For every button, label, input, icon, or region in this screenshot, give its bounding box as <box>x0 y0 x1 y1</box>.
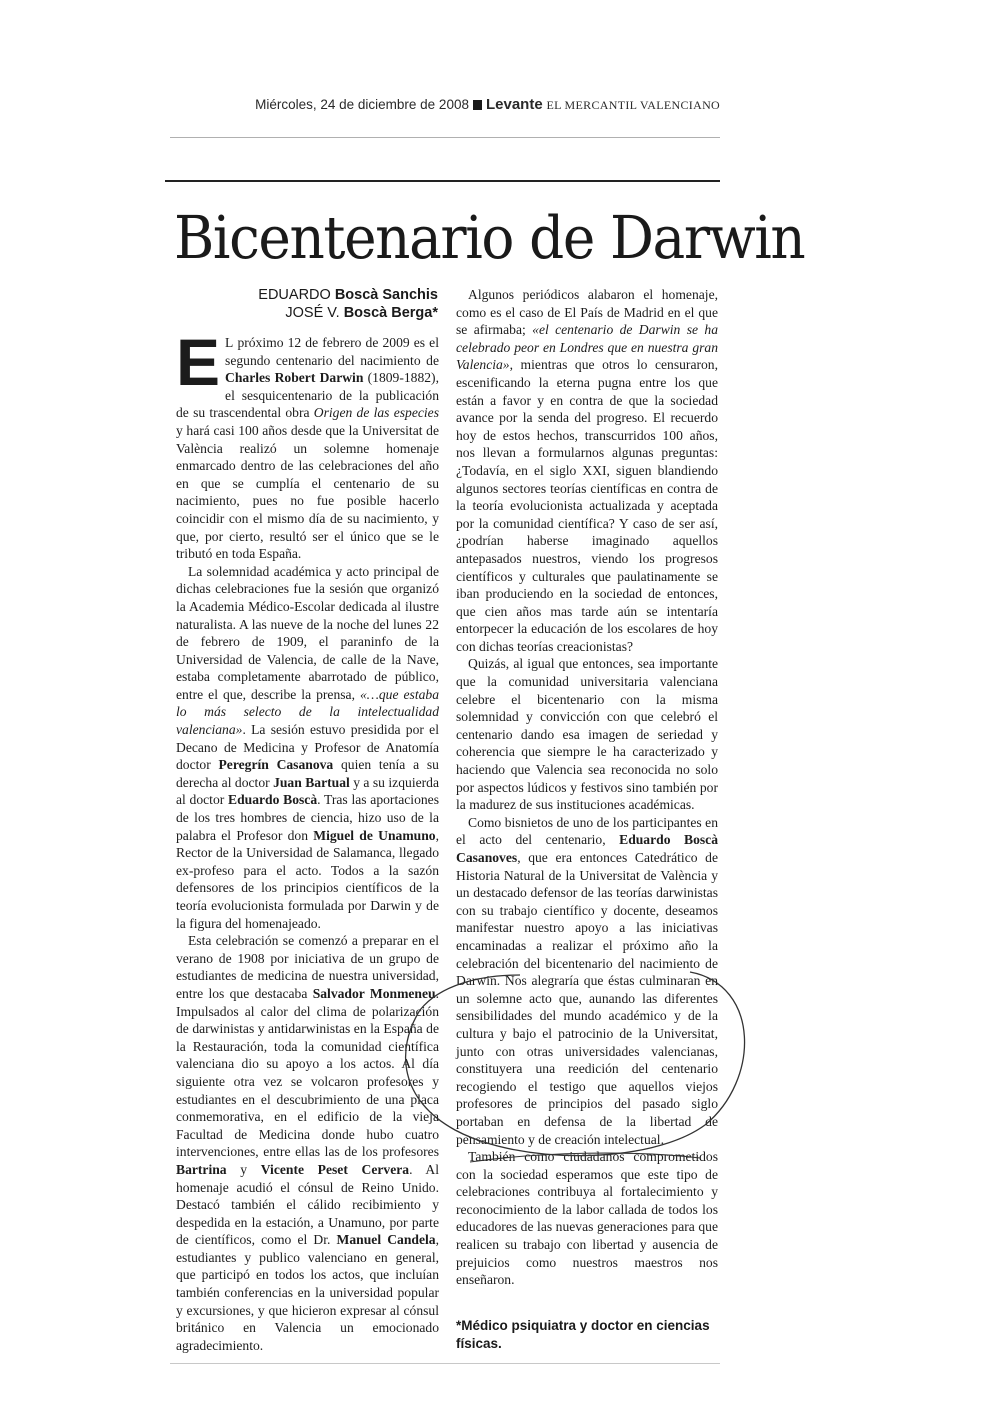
paragraph: Esta celebración se comenzó a preparar en el verano de 1908 por iniciativa de un grupo de estudiantes de medicina de nuestra universidad, entre los que destacaba Salvador Monmeneu. Impulsados al calor del clima de polarización de darwinistas y antidarwinistas en la España de la Restauración, toda la comunidad científica valenciana dio su apoyo a los actos. Al día siguiente otra vez se volcaron profesores y estudiantes en el descubrimiento de una placa conmemorativa, en el edificio de la vieja Facultad de Medicina donde hubo cuatro intervenciones, entre ellas las de los profesores Bartrina y Vicente Peset Cervera. Al homenaje acudió el cónsul de Reino Unido. Destacó también el cálido recibimiento y despedida en la estación, a Unamuno, por parte de científicos, como el Dr. Manuel Candela, estudiantes y publico valenciano en general, que participó en todos los actos, que incluían también conferencias en la universidad popular y excursiones, y que hicieron expresar al cónsul británico en Valencia un emocionado agradecimiento. <box>176 933 440 1353</box>
article-top-rule <box>165 180 720 182</box>
square-bullet-icon <box>473 100 482 110</box>
drop-cap: E <box>176 325 221 399</box>
masthead-date: Miércoles, 24 de diciembre de 2008 <box>255 97 469 112</box>
author-footnote: *Médico psiquiatra y doctor en ciencias físicas. <box>456 1318 710 1351</box>
headline: Bicentenario de Darwin <box>174 203 805 272</box>
masthead-brand: Levante <box>485 96 543 113</box>
bottom-divider <box>170 1363 720 1364</box>
paragraph: Quizás, al igual que entonces, sea importante que la comunidad universitaria valenciana celebre el bicentenario con la misma solemnidad y convicción con que celebró el centenario dando esa imagen de seriedad y coherencia que siempre le ha caracterizado y haciendo que Valencia sea reconocida no solo por aspectos lúdicos y festivos sino también por la madurez de sus instituciones académicas. <box>456 656 718 813</box>
article-column-right <box>456 286 718 1289</box>
paragraph: Como bisnietos de uno de los participantes en el acto del centenario, Eduardo Boscà Casanoves, que era entonces Catedrático de Historia Natural de la Universitat de València y un destacado defensor de las teorías darwinistas con su trabajo científico y docente, deseamos manifestar nuestro apoyo a las iniciativas encaminadas a realizar el próximo año la celebración del bicentenario del nacimiento de Darwin. Nos alegraría que éstas culminaran en un solemne acto que, aunando las diferentes sensibilidades del mundo académico y de la cultura y bajo el patrocinio de la Universitat, junto con otras universidades valencianas, constituyera una reedición del centenario recogiendo el testigo que aquellos viejos profesores de principios del pasado siglo portaban en defensa de la libertad de pensamiento y de creación intelectual. <box>456 814 718 1147</box>
paragraph: E L próximo 12 de febrero de 2009 es el segundo centenario del nacimiento de Charles Robert Darwin (1809-1882), el sesquicentenario de la publicación de su trascendental obra Origen de las especies y hará casi 100 años desde que la Universitat de València realizó un solemne homenaje enmarcado dentro de las celebraciones del año en que se cumplía el centenario de su nacimiento, pues no fue posible hacerlo coincidir con el mismo día de su nacimiento, y que, por cierto, resultó ser el único que se le tributó en toda España. <box>176 325 439 562</box>
article-column-left <box>176 325 440 1354</box>
masthead-publication: EL MERCANTIL VALENCIANO <box>546 98 720 112</box>
paragraph: Algunos periódicos alabaron el homenaje, como es el caso de El País de Madrid en el que se afirmaba; «el centenario de Darwin se ha celebrado peor en Londres que en nuestra gran Valencia», mientras que otros lo censuraron, escenificando la eterna pugna entre los que están a favor y en contra de que la sociedad avance por la senda del progreso. El recuerdo hoy de estos hechos, transcurridos 100 años, nos llevan a formularnos algunas preguntas: ¿Todavía, en el siglo XXI, siguen blandiendo algunos sectores teorías científicas en contra de la teoría evolucionista actualizada y aceptada por la comunidad científica? Y caso de ser así, ¿podrían haberse imaginado aquellos antepasados nuestros, viendo los progresos científicos y culturales que paulatinamente se iban produciendo en la sociedad de entonces, que cien años mas tarde aún se intentaría entorpecer la educación de los escolares de hoy con dichas teorías creacionistas? <box>456 287 718 654</box>
header-divider <box>170 137 720 138</box>
author-2: JOSÉ V. Boscà Berga* <box>285 305 438 321</box>
author-1: EDUARDO Boscà Sanchis <box>258 287 438 303</box>
paragraph: La solemnidad académica y acto principal de dichas celebraciones fue la sesión que organizó la Academia Médico-Escolar dedicada al ilustre naturalista. A las nueve de la noche del lunes 22 de febrero de 1909, el paraninfo de la Universidad de Valencia, de calle de la Nave, estaba completamente abarrotado de público, entre el que, describe la prensa, «…que estaba lo más selecto de la intelectualidad valenciana». La sesión estuvo presidida por el Decano de Medicina y Profesor de Anatomía doctor Peregrín Casanova quien tenía a su derecha al doctor Juan Bartual y a su izquierda al doctor Eduardo Boscà. Tras las aportaciones de los tres hombres de ciencia, hizo uso de la palabra el Profesor don Miguel de Unamuno, Rector de la Universidad de Salamanca, llegado ex-profeso para el acto. Todos a la sazón defensores de los principios científicos de la teoría evolucionista formulada por Darwin y de la figura del homenajeado. <box>176 563 440 931</box>
paragraph: También como ciudadanos comprometidos con la sociedad esperamos que este tipo de celebraciones contribuya al fortalecimiento y reconocimiento de la labor callada de todos los educadores de las nuevas generaciones para que realicen su trabajo con libertad y ausencia de prejuicios como nuestros maestros nos enseñaron. <box>456 1149 718 1288</box>
byline <box>174 286 438 322</box>
masthead <box>170 96 720 113</box>
